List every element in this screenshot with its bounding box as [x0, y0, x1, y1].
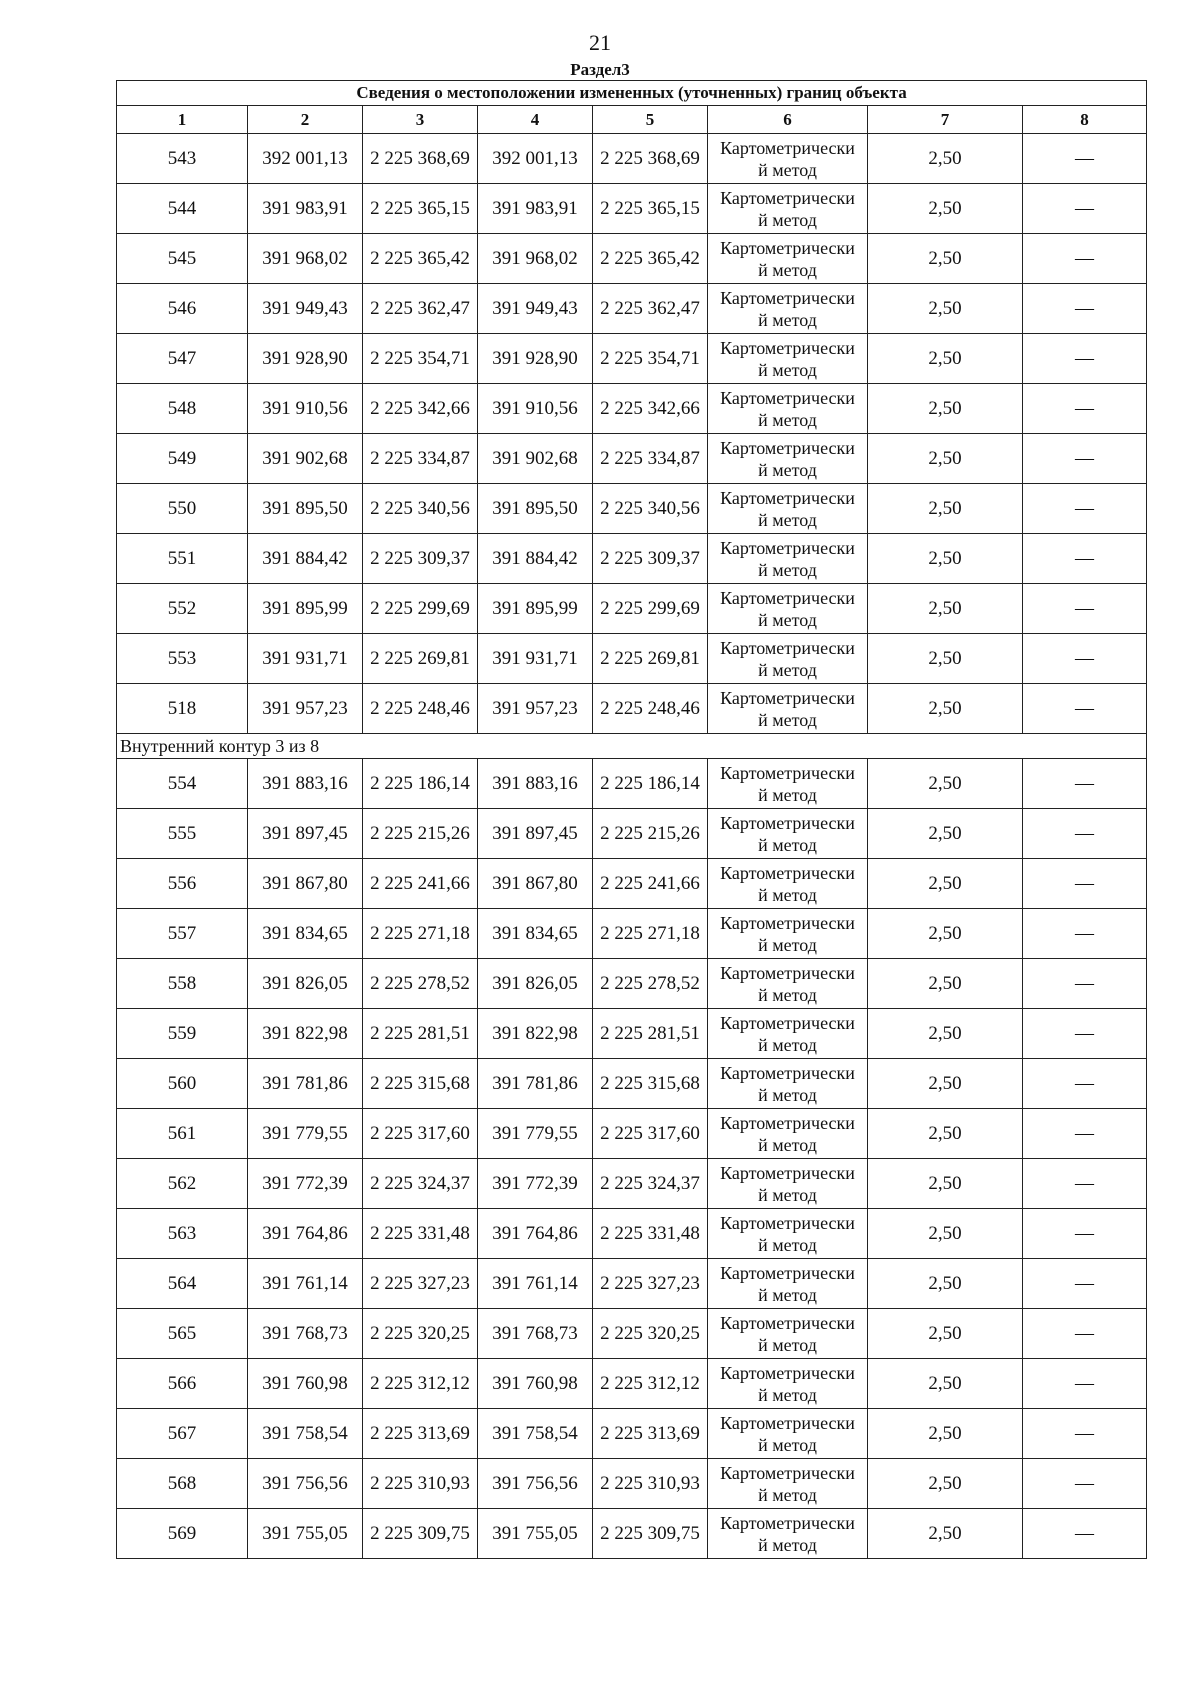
point-number-cell: 518	[117, 684, 248, 734]
table-row	[117, 859, 1147, 909]
coordinate-x-cell: 391 931,71	[248, 634, 363, 684]
coordinate-y-cell: 2 225 312,12	[363, 1359, 478, 1409]
point-number-cell: 552	[117, 584, 248, 634]
coordinate-x-cell: 391 867,80	[248, 859, 363, 909]
coordinate-y-cell: 2 225 310,93	[593, 1459, 708, 1509]
table-row	[117, 1259, 1147, 1309]
coordinate-x-cell: 391 779,55	[478, 1109, 593, 1159]
coordinate-x-cell: 391 949,43	[248, 284, 363, 334]
coordinate-x-cell: 391 957,23	[478, 684, 593, 734]
table-row	[117, 1009, 1147, 1059]
coordinate-y-cell: 2 225 299,69	[363, 584, 478, 634]
coordinate-x-cell: 391 968,02	[248, 234, 363, 284]
accuracy-cell: 2,50	[868, 1109, 1023, 1159]
coordinate-x-cell: 391 884,42	[248, 534, 363, 584]
note-cell: —	[1023, 284, 1147, 334]
point-number-cell: 556	[117, 859, 248, 909]
coordinate-x-cell: 391 957,23	[248, 684, 363, 734]
coordinate-y-cell: 2 225 340,56	[593, 484, 708, 534]
coordinate-x-cell: 391 902,68	[478, 434, 593, 484]
coordinate-x-cell: 391 949,43	[478, 284, 593, 334]
table-body-inner-contour	[117, 759, 1147, 1559]
method-cell: Картометрически й метод	[708, 1309, 868, 1359]
coordinate-y-cell: 2 225 315,68	[593, 1059, 708, 1109]
table-row	[117, 534, 1147, 584]
point-number-cell: 543	[117, 134, 248, 184]
method-cell: Картометрически й метод	[708, 1159, 868, 1209]
table-row	[117, 234, 1147, 284]
accuracy-cell: 2,50	[868, 1459, 1023, 1509]
contour-subheader-row	[117, 734, 1147, 759]
coordinate-x-cell: 391 834,65	[478, 909, 593, 959]
point-number-cell: 544	[117, 184, 248, 234]
coordinate-x-cell: 391 772,39	[478, 1159, 593, 1209]
table-caption: Сведения о местоположении измененных (уточненных) границ объекта	[117, 81, 1147, 106]
coordinate-x-cell: 391 983,91	[478, 184, 593, 234]
coordinate-x-cell: 391 764,86	[248, 1209, 363, 1259]
table-body-outer-contour	[117, 134, 1147, 734]
note-cell: —	[1023, 1359, 1147, 1409]
coordinate-y-cell: 2 225 309,75	[593, 1509, 708, 1559]
accuracy-cell: 2,50	[868, 1509, 1023, 1559]
column-number: 8	[1023, 106, 1147, 134]
point-number-cell: 551	[117, 534, 248, 584]
point-number-cell: 549	[117, 434, 248, 484]
method-cell: Картометрически й метод	[708, 534, 868, 584]
table-row	[117, 1409, 1147, 1459]
coordinate-y-cell: 2 225 342,66	[593, 384, 708, 434]
table-row	[117, 1509, 1147, 1559]
coordinate-y-cell: 2 225 309,37	[593, 534, 708, 584]
accuracy-cell: 2,50	[868, 1309, 1023, 1359]
method-cell: Картометрически й метод	[708, 1209, 868, 1259]
note-cell: —	[1023, 1509, 1147, 1559]
coordinate-x-cell: 391 867,80	[478, 859, 593, 909]
coordinate-x-cell: 391 883,16	[248, 759, 363, 809]
accuracy-cell: 2,50	[868, 1409, 1023, 1459]
coordinate-x-cell: 391 910,56	[248, 384, 363, 434]
table-row	[117, 1309, 1147, 1359]
method-cell: Картометрически й метод	[708, 1009, 868, 1059]
table-row	[117, 1059, 1147, 1109]
method-cell: Картометрически й метод	[708, 859, 868, 909]
method-cell: Картометрически й метод	[708, 809, 868, 859]
coordinate-x-cell: 391 826,05	[248, 959, 363, 1009]
coordinate-x-cell: 391 758,54	[478, 1409, 593, 1459]
accuracy-cell: 2,50	[868, 184, 1023, 234]
coordinate-y-cell: 2 225 269,81	[363, 634, 478, 684]
note-cell: —	[1023, 1109, 1147, 1159]
accuracy-cell: 2,50	[868, 1059, 1023, 1109]
note-cell: —	[1023, 484, 1147, 534]
method-cell: Картометрически й метод	[708, 334, 868, 384]
section-title: Раздел3	[570, 60, 630, 79]
note-cell: —	[1023, 859, 1147, 909]
coordinate-y-cell: 2 225 313,69	[363, 1409, 478, 1459]
accuracy-cell: 2,50	[868, 809, 1023, 859]
point-number-cell: 566	[117, 1359, 248, 1409]
note-cell: —	[1023, 1459, 1147, 1509]
coordinate-x-cell: 391 983,91	[248, 184, 363, 234]
accuracy-cell: 2,50	[868, 1009, 1023, 1059]
coordinate-y-cell: 2 225 334,87	[593, 434, 708, 484]
coordinate-y-cell: 2 225 342,66	[363, 384, 478, 434]
coordinate-y-cell: 2 225 320,25	[593, 1309, 708, 1359]
point-number-cell: 550	[117, 484, 248, 534]
accuracy-cell: 2,50	[868, 384, 1023, 434]
coordinate-x-cell: 391 895,50	[478, 484, 593, 534]
coordinate-y-cell: 2 225 281,51	[363, 1009, 478, 1059]
coordinate-y-cell: 2 225 331,48	[593, 1209, 708, 1259]
coordinate-x-cell: 391 761,14	[478, 1259, 593, 1309]
accuracy-cell: 2,50	[868, 134, 1023, 184]
method-cell: Картометрически й метод	[708, 1259, 868, 1309]
note-cell: —	[1023, 384, 1147, 434]
note-cell: —	[1023, 1259, 1147, 1309]
note-cell: —	[1023, 684, 1147, 734]
note-cell: —	[1023, 534, 1147, 584]
coordinate-x-cell: 391 895,99	[478, 584, 593, 634]
coordinate-y-cell: 2 225 354,71	[593, 334, 708, 384]
method-cell: Картометрически й метод	[708, 1109, 868, 1159]
table-row	[117, 1359, 1147, 1409]
coordinate-y-cell: 2 225 334,87	[363, 434, 478, 484]
note-cell: —	[1023, 1309, 1147, 1359]
method-cell: Картометрически й метод	[708, 634, 868, 684]
point-number-cell: 553	[117, 634, 248, 684]
table-row	[117, 284, 1147, 334]
coordinate-y-cell: 2 225 327,23	[363, 1259, 478, 1309]
accuracy-cell: 2,50	[868, 484, 1023, 534]
column-number: 7	[868, 106, 1023, 134]
coordinate-x-cell: 391 910,56	[478, 384, 593, 434]
method-cell: Картометрически й метод	[708, 759, 868, 809]
note-cell: —	[1023, 634, 1147, 684]
accuracy-cell: 2,50	[868, 1209, 1023, 1259]
coordinate-x-cell: 391 781,86	[478, 1059, 593, 1109]
coordinate-x-cell: 391 931,71	[478, 634, 593, 684]
coordinate-x-cell: 391 968,02	[478, 234, 593, 284]
point-number-cell: 561	[117, 1109, 248, 1159]
accuracy-cell: 2,50	[868, 1359, 1023, 1409]
point-number-cell: 560	[117, 1059, 248, 1109]
table-row	[117, 134, 1147, 184]
point-number-cell: 562	[117, 1159, 248, 1209]
coordinate-y-cell: 2 225 248,46	[363, 684, 478, 734]
point-number-cell: 565	[117, 1309, 248, 1359]
method-cell: Картометрически й метод	[708, 1409, 868, 1459]
coordinate-x-cell: 391 760,98	[248, 1359, 363, 1409]
coordinate-y-cell: 2 225 309,75	[363, 1509, 478, 1559]
coordinate-x-cell: 391 768,73	[248, 1309, 363, 1359]
coordinate-x-cell: 391 834,65	[248, 909, 363, 959]
coordinate-x-cell: 391 883,16	[478, 759, 593, 809]
accuracy-cell: 2,50	[868, 234, 1023, 284]
coordinate-y-cell: 2 225 241,66	[363, 859, 478, 909]
column-number: 1	[117, 106, 248, 134]
coordinate-x-cell: 391 884,42	[478, 534, 593, 584]
method-cell: Картометрически й метод	[708, 384, 868, 434]
point-number-cell: 546	[117, 284, 248, 334]
coordinate-y-cell: 2 225 310,93	[363, 1459, 478, 1509]
coordinate-y-cell: 2 225 215,26	[363, 809, 478, 859]
accuracy-cell: 2,50	[868, 334, 1023, 384]
point-number-cell: 564	[117, 1259, 248, 1309]
coordinate-y-cell: 2 225 248,46	[593, 684, 708, 734]
coordinate-y-cell: 2 225 365,42	[593, 234, 708, 284]
note-cell: —	[1023, 1409, 1147, 1459]
accuracy-cell: 2,50	[868, 1259, 1023, 1309]
note-cell: —	[1023, 584, 1147, 634]
note-cell: —	[1023, 234, 1147, 284]
column-number: 6	[708, 106, 868, 134]
point-number-cell: 569	[117, 1509, 248, 1559]
method-cell: Картометрически й метод	[708, 234, 868, 284]
coordinate-x-cell: 391 928,90	[478, 334, 593, 384]
coordinate-y-cell: 2 225 317,60	[363, 1109, 478, 1159]
note-cell: —	[1023, 184, 1147, 234]
table-row	[117, 759, 1147, 809]
method-cell: Картометрически й метод	[708, 134, 868, 184]
accuracy-cell: 2,50	[868, 684, 1023, 734]
coordinate-x-cell: 391 768,73	[478, 1309, 593, 1359]
coordinate-y-cell: 2 225 365,15	[363, 184, 478, 234]
table-row	[117, 584, 1147, 634]
coordinate-x-cell: 391 756,56	[248, 1459, 363, 1509]
note-cell: —	[1023, 1059, 1147, 1109]
coordinate-y-cell: 2 225 271,18	[363, 909, 478, 959]
point-number-cell: 568	[117, 1459, 248, 1509]
boundary-coordinates-table	[116, 80, 1147, 1559]
coordinate-y-cell: 2 225 312,12	[593, 1359, 708, 1409]
method-cell: Картометрически й метод	[708, 1059, 868, 1109]
note-cell: —	[1023, 759, 1147, 809]
point-number-cell: 563	[117, 1209, 248, 1259]
coordinate-y-cell: 2 225 271,18	[593, 909, 708, 959]
table-row	[117, 184, 1147, 234]
coordinate-y-cell: 2 225 327,23	[593, 1259, 708, 1309]
accuracy-cell: 2,50	[868, 759, 1023, 809]
coordinate-x-cell: 391 822,98	[248, 1009, 363, 1059]
table-row	[117, 959, 1147, 1009]
coordinate-y-cell: 2 225 331,48	[363, 1209, 478, 1259]
coordinate-y-cell: 2 225 365,42	[363, 234, 478, 284]
coordinate-y-cell: 2 225 324,37	[363, 1159, 478, 1209]
coordinate-x-cell: 391 897,45	[478, 809, 593, 859]
note-cell: —	[1023, 434, 1147, 484]
column-number: 5	[593, 106, 708, 134]
method-cell: Картометрически й метод	[708, 484, 868, 534]
method-cell: Картометрически й метод	[708, 1509, 868, 1559]
method-cell: Картометрически й метод	[708, 684, 868, 734]
method-cell: Картометрически й метод	[708, 584, 868, 634]
point-number-cell: 557	[117, 909, 248, 959]
method-cell: Картометрически й метод	[708, 1359, 868, 1409]
coordinate-y-cell: 2 225 215,26	[593, 809, 708, 859]
table-row	[117, 809, 1147, 859]
table-row	[117, 384, 1147, 434]
coordinate-x-cell: 391 779,55	[248, 1109, 363, 1159]
coordinate-y-cell: 2 225 362,47	[363, 284, 478, 334]
column-number: 4	[478, 106, 593, 134]
contour-subheader: Внутренний контур 3 из 8	[117, 734, 1147, 759]
table-row	[117, 434, 1147, 484]
coordinate-y-cell: 2 225 309,37	[363, 534, 478, 584]
coordinate-y-cell: 2 225 278,52	[593, 959, 708, 1009]
coordinate-x-cell: 391 822,98	[478, 1009, 593, 1059]
column-number: 3	[363, 106, 478, 134]
coordinate-y-cell: 2 225 241,66	[593, 859, 708, 909]
method-cell: Картометрически й метод	[708, 1459, 868, 1509]
coordinate-x-cell: 391 781,86	[248, 1059, 363, 1109]
method-cell: Картометрически й метод	[708, 184, 868, 234]
method-cell: Картометрически й метод	[708, 909, 868, 959]
accuracy-cell: 2,50	[868, 1159, 1023, 1209]
coordinate-x-cell: 391 756,56	[478, 1459, 593, 1509]
note-cell: —	[1023, 334, 1147, 384]
accuracy-cell: 2,50	[868, 534, 1023, 584]
coordinate-y-cell: 2 225 186,14	[363, 759, 478, 809]
table-row	[117, 1109, 1147, 1159]
coordinate-y-cell: 2 225 281,51	[593, 1009, 708, 1059]
point-number-cell: 558	[117, 959, 248, 1009]
column-number-row	[117, 106, 1147, 134]
accuracy-cell: 2,50	[868, 284, 1023, 334]
coordinate-x-cell: 391 902,68	[248, 434, 363, 484]
coordinate-y-cell: 2 225 315,68	[363, 1059, 478, 1109]
coordinate-y-cell: 2 225 269,81	[593, 634, 708, 684]
table-row	[117, 1459, 1147, 1509]
coordinate-x-cell: 391 826,05	[478, 959, 593, 1009]
table-row	[117, 1159, 1147, 1209]
coordinate-x-cell: 392 001,13	[478, 134, 593, 184]
table-row	[117, 334, 1147, 384]
coordinate-x-cell: 391 764,86	[478, 1209, 593, 1259]
table-row	[117, 634, 1147, 684]
coordinate-x-cell: 391 760,98	[478, 1359, 593, 1409]
note-cell: —	[1023, 809, 1147, 859]
coordinate-y-cell: 2 225 368,69	[593, 134, 708, 184]
coordinate-y-cell: 2 225 278,52	[363, 959, 478, 1009]
coordinate-y-cell: 2 225 362,47	[593, 284, 708, 334]
point-number-cell: 554	[117, 759, 248, 809]
coordinate-x-cell: 391 895,99	[248, 584, 363, 634]
coordinate-x-cell: 392 001,13	[248, 134, 363, 184]
coordinate-y-cell: 2 225 365,15	[593, 184, 708, 234]
coordinate-y-cell: 2 225 354,71	[363, 334, 478, 384]
coordinate-y-cell: 2 225 340,56	[363, 484, 478, 534]
note-cell: —	[1023, 959, 1147, 1009]
table-row	[117, 484, 1147, 534]
coordinate-y-cell: 2 225 186,14	[593, 759, 708, 809]
coordinate-x-cell: 391 755,05	[478, 1509, 593, 1559]
coordinate-x-cell: 391 897,45	[248, 809, 363, 859]
point-number-cell: 548	[117, 384, 248, 434]
coordinate-y-cell: 2 225 313,69	[593, 1409, 708, 1459]
coordinate-x-cell: 391 755,05	[248, 1509, 363, 1559]
coordinate-x-cell: 391 761,14	[248, 1259, 363, 1309]
coordinate-y-cell: 2 225 368,69	[363, 134, 478, 184]
page-number: 21	[589, 30, 611, 55]
coordinate-x-cell: 391 758,54	[248, 1409, 363, 1459]
note-cell: —	[1023, 134, 1147, 184]
note-cell: —	[1023, 1209, 1147, 1259]
table-row	[117, 909, 1147, 959]
table-row	[117, 1209, 1147, 1259]
coordinate-y-cell: 2 225 324,37	[593, 1159, 708, 1209]
note-cell: —	[1023, 1009, 1147, 1059]
accuracy-cell: 2,50	[868, 584, 1023, 634]
point-number-cell: 545	[117, 234, 248, 284]
note-cell: —	[1023, 909, 1147, 959]
method-cell: Картометрически й метод	[708, 284, 868, 334]
accuracy-cell: 2,50	[868, 859, 1023, 909]
coordinate-y-cell: 2 225 299,69	[593, 584, 708, 634]
accuracy-cell: 2,50	[868, 909, 1023, 959]
method-cell: Картометрически й метод	[708, 434, 868, 484]
note-cell: —	[1023, 1159, 1147, 1209]
accuracy-cell: 2,50	[868, 434, 1023, 484]
point-number-cell: 555	[117, 809, 248, 859]
coordinate-x-cell: 391 928,90	[248, 334, 363, 384]
point-number-cell: 547	[117, 334, 248, 384]
coordinate-x-cell: 391 895,50	[248, 484, 363, 534]
accuracy-cell: 2,50	[868, 959, 1023, 1009]
point-number-cell: 559	[117, 1009, 248, 1059]
point-number-cell: 567	[117, 1409, 248, 1459]
accuracy-cell: 2,50	[868, 634, 1023, 684]
table-row	[117, 684, 1147, 734]
column-number: 2	[248, 106, 363, 134]
coordinate-y-cell: 2 225 317,60	[593, 1109, 708, 1159]
coordinate-y-cell: 2 225 320,25	[363, 1309, 478, 1359]
method-cell: Картометрически й метод	[708, 959, 868, 1009]
coordinate-x-cell: 391 772,39	[248, 1159, 363, 1209]
